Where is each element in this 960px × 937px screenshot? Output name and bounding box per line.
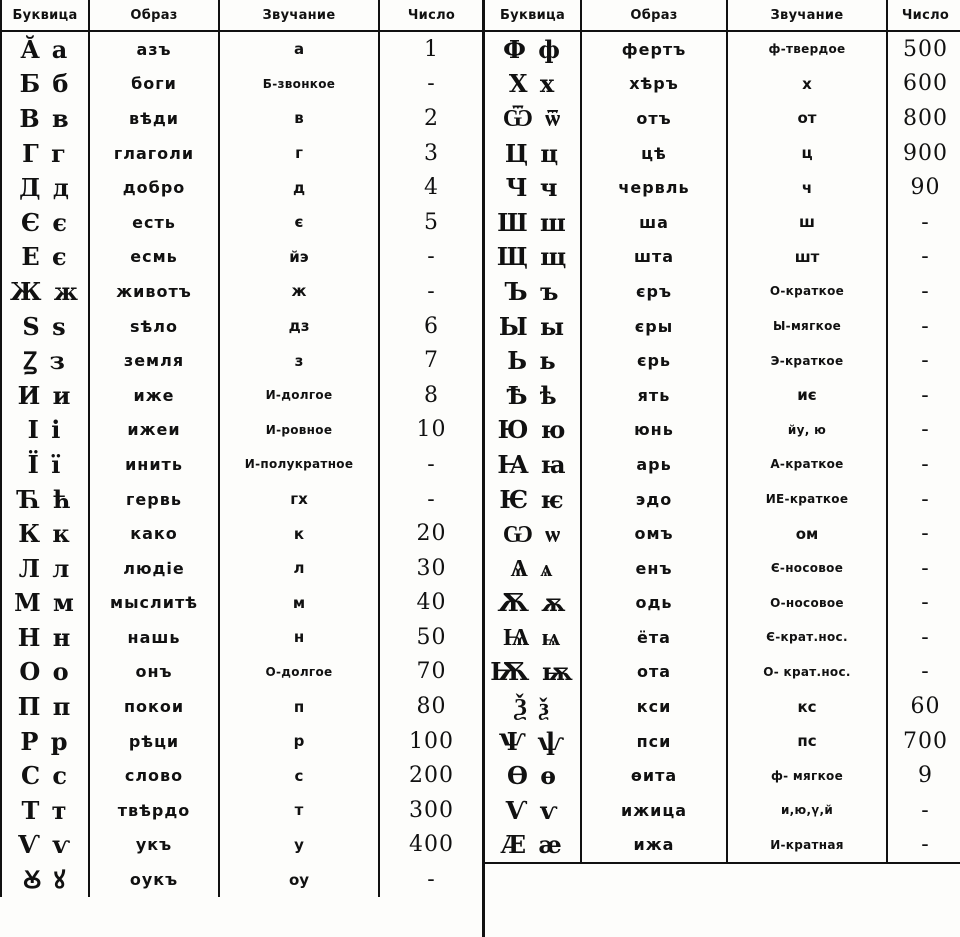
number-cell: 2 [424, 105, 439, 131]
number-cell: - [427, 451, 436, 477]
name-cell: енъ [581, 551, 727, 586]
name-cell: арь [581, 447, 727, 482]
sound-cell: ИЕ-краткое [727, 482, 887, 517]
name-cell: эдо [581, 482, 727, 517]
sound-cell: у [219, 828, 379, 863]
number-cell: 5 [424, 209, 439, 235]
number-cell: - [921, 244, 930, 270]
name-cell: твѣрдо [89, 793, 219, 828]
sound-cell: оу [219, 862, 379, 897]
sound-cell: є [219, 205, 379, 240]
letter-cell: Л л [1, 551, 89, 586]
sound-cell: ф-твердое [727, 31, 887, 67]
table-row [1, 793, 483, 828]
letter-cell: Ч ч [485, 170, 581, 205]
sound-cell: Ы-мягкое [727, 309, 887, 344]
header-number: Число [887, 0, 960, 31]
table-row [1, 240, 483, 275]
name-cell: цѣ [581, 136, 727, 171]
letter-cell: Ѩ ѩ [485, 620, 581, 655]
number-cell: 8 [424, 382, 439, 408]
number-cell: - [921, 521, 930, 547]
sound-cell: ч [727, 170, 887, 205]
name-cell: фертъ [581, 31, 727, 67]
letter-cell: Е є [1, 240, 89, 275]
header-number: Число [379, 0, 483, 31]
letter-cell: Т т [1, 793, 89, 828]
table-row [1, 205, 483, 240]
name-cell: омъ [581, 516, 727, 551]
header-sound: Звучание [727, 0, 887, 31]
right-column [482, 0, 960, 937]
letter-cell: Н н [1, 620, 89, 655]
name-cell: азъ [89, 31, 219, 67]
table-row [485, 655, 960, 690]
table-row [1, 828, 483, 863]
sound-cell: О-краткое [727, 274, 887, 309]
table-row [1, 655, 483, 690]
name-cell: оукъ [89, 862, 219, 897]
name-cell: боги [89, 67, 219, 102]
letter-cell: Ѵ ѵ [1, 828, 89, 863]
sound-cell: И-кратная [727, 828, 887, 864]
number-cell: 800 [903, 105, 948, 131]
number-cell: 700 [903, 728, 948, 754]
number-cell: - [427, 867, 436, 893]
name-cell: ёта [581, 620, 727, 655]
table-row [1, 862, 483, 897]
number-cell: 4 [424, 175, 439, 201]
sound-cell: Є-носовое [727, 551, 887, 586]
sound-cell: х [727, 67, 887, 102]
name-cell: ѕѣло [89, 309, 219, 344]
number-cell: 60 [910, 694, 941, 720]
right-table-body [485, 31, 960, 863]
sound-cell: Б-звонкое [219, 67, 379, 102]
number-cell: - [921, 451, 930, 477]
sound-cell: Є-крат.нос. [727, 620, 887, 655]
sound-cell: м [219, 586, 379, 621]
letter-cell: С с [1, 758, 89, 793]
number-cell: - [427, 486, 436, 512]
letter-cell: Ѫ ѫ [485, 586, 581, 621]
name-cell: рѣци [89, 724, 219, 759]
table-row [485, 413, 960, 448]
name-cell: червль [581, 170, 727, 205]
table-row [485, 724, 960, 759]
number-cell: - [921, 555, 930, 581]
sound-cell: О- крат.нос. [727, 655, 887, 690]
number-cell: - [921, 659, 930, 685]
table-row [1, 516, 483, 551]
letter-cell: Ѣ ѣ [485, 378, 581, 413]
letter-cell: Ф ф [485, 31, 581, 67]
name-cell: гервь [89, 482, 219, 517]
letter-cell: Ћ ћ [1, 482, 89, 517]
number-cell: - [921, 278, 930, 304]
name-cell: єръ [581, 274, 727, 309]
number-cell: - [921, 486, 930, 512]
letter-cell: Ѥ ѥ [485, 482, 581, 517]
header-letter: Буквица [1, 0, 89, 31]
number-cell: 500 [903, 36, 948, 62]
sound-cell: йэ [219, 240, 379, 275]
table-row [485, 516, 960, 551]
name-cell: пси [581, 724, 727, 759]
number-cell: - [921, 382, 930, 408]
table-row [1, 586, 483, 621]
sound-cell: кс [727, 689, 887, 724]
letter-cell: Б б [1, 67, 89, 102]
letter-cell: И и [1, 378, 89, 413]
left-table-body [1, 31, 483, 897]
number-cell: - [921, 624, 930, 650]
sound-cell: т [219, 793, 379, 828]
sound-cell: И-долгое [219, 378, 379, 413]
name-cell: укъ [89, 828, 219, 863]
table-row [1, 31, 483, 67]
number-cell: 600 [903, 71, 948, 97]
number-cell: - [427, 71, 436, 97]
number-cell: - [921, 797, 930, 823]
table-row [1, 724, 483, 759]
name-cell: мыслитѣ [89, 586, 219, 621]
number-cell: - [921, 209, 930, 235]
table-header-row [485, 0, 960, 31]
name-cell: иже [89, 378, 219, 413]
letter-cell: Щ щ [485, 240, 581, 275]
letter-cell: Ѵ ѵ [485, 793, 581, 828]
table-row [1, 689, 483, 724]
sound-cell: ш [727, 205, 887, 240]
name-cell: есть [89, 205, 219, 240]
table-row [485, 31, 960, 67]
name-cell: вѣди [89, 101, 219, 136]
sound-cell: О-носовое [727, 586, 887, 621]
name-cell: добро [89, 170, 219, 205]
number-cell: 90 [910, 175, 941, 201]
letter-cell: П п [1, 689, 89, 724]
letter-cell: Æ æ [485, 828, 581, 864]
table-row [1, 551, 483, 586]
sound-cell: ц [727, 136, 887, 171]
alphabet-table-left [0, 0, 483, 897]
table-row [485, 551, 960, 586]
number-cell: 20 [416, 521, 447, 547]
table-row [1, 67, 483, 102]
letter-cell: Ъ ъ [485, 274, 581, 309]
letter-cell: Ă a [1, 31, 89, 67]
sound-cell: ф- мягкое [727, 758, 887, 793]
name-cell: нашь [89, 620, 219, 655]
letter-cell: Ѿ ѿ [485, 101, 581, 136]
sound-cell: п [219, 689, 379, 724]
letter-cell: Ь ь [485, 343, 581, 378]
letter-cell: І і [1, 413, 89, 448]
table-row [1, 378, 483, 413]
name-cell: есмь [89, 240, 219, 275]
table-row [1, 101, 483, 136]
name-cell: людіе [89, 551, 219, 586]
name-cell: шта [581, 240, 727, 275]
table-row [1, 447, 483, 482]
letter-cell: Ы ы [485, 309, 581, 344]
name-cell: слово [89, 758, 219, 793]
letter-cell: Ї ї [1, 447, 89, 482]
table-row [1, 482, 483, 517]
name-cell: онъ [89, 655, 219, 690]
number-cell: - [427, 244, 436, 270]
name-cell: како [89, 516, 219, 551]
sound-cell: Э-краткое [727, 343, 887, 378]
letter-cell: Є є [1, 205, 89, 240]
number-cell: - [921, 348, 930, 374]
number-cell: 200 [409, 763, 454, 789]
letter-cell: Ш ш [485, 205, 581, 240]
letter-cell: Ю ю [485, 413, 581, 448]
table-row [485, 205, 960, 240]
name-cell: ижа [581, 828, 727, 864]
sound-cell: гх [219, 482, 379, 517]
number-cell: 7 [424, 348, 439, 374]
sound-cell: йу, ю [727, 413, 887, 448]
sound-cell: в [219, 101, 379, 136]
table-row [485, 240, 960, 275]
sound-cell: з [219, 343, 379, 378]
number-cell: - [427, 278, 436, 304]
table-row [485, 67, 960, 102]
header-name: Образ [581, 0, 727, 31]
letter-cell: Ѕ ѕ [1, 309, 89, 344]
number-cell: 300 [409, 797, 454, 823]
number-cell: 40 [416, 590, 447, 616]
letter-cell: В в [1, 101, 89, 136]
number-cell: 900 [903, 140, 948, 166]
sound-cell: р [219, 724, 379, 759]
table-row [1, 620, 483, 655]
name-cell: инить [89, 447, 219, 482]
letter-cell: Д д [1, 170, 89, 205]
table-row [485, 447, 960, 482]
number-cell: 1 [424, 36, 439, 62]
name-cell: животъ [89, 274, 219, 309]
header-name: Образ [89, 0, 219, 31]
sound-cell: г [219, 136, 379, 171]
name-cell: земля [89, 343, 219, 378]
letter-cell: Ж ж [1, 274, 89, 309]
sound-cell: ом [727, 516, 887, 551]
name-cell: покои [89, 689, 219, 724]
alphabet-table-right [485, 0, 960, 864]
name-cell: ота [581, 655, 727, 690]
number-cell: 80 [416, 694, 447, 720]
sound-cell: л [219, 551, 379, 586]
table-row [485, 586, 960, 621]
table-row [1, 170, 483, 205]
name-cell: єры [581, 309, 727, 344]
name-cell: ѳита [581, 758, 727, 793]
sound-cell: от [727, 101, 887, 136]
name-cell: глаголи [89, 136, 219, 171]
letter-cell: Ꙁ з [1, 343, 89, 378]
sound-cell: А-краткое [727, 447, 887, 482]
name-cell: хѣръ [581, 67, 727, 102]
table-row [485, 793, 960, 828]
table-row [485, 309, 960, 344]
sound-cell: и,ю,ү,й [727, 793, 887, 828]
sound-cell: дз [219, 309, 379, 344]
name-cell: юнь [581, 413, 727, 448]
name-cell: ять [581, 378, 727, 413]
table-row [1, 136, 483, 171]
header-sound: Звучание [219, 0, 379, 31]
sound-cell: И-полукратное [219, 447, 379, 482]
name-cell: ижеи [89, 413, 219, 448]
number-cell: - [921, 590, 930, 616]
name-cell: одь [581, 586, 727, 621]
sound-cell: н [219, 620, 379, 655]
number-cell: 3 [424, 140, 439, 166]
table-header-row [1, 0, 483, 31]
sound-cell: ж [219, 274, 379, 309]
table-row [485, 170, 960, 205]
sound-cell: а [219, 31, 379, 67]
table-row [485, 136, 960, 171]
letter-cell: Р р [1, 724, 89, 759]
letter-cell: Ц ц [485, 136, 581, 171]
sound-cell: д [219, 170, 379, 205]
table-row [1, 413, 483, 448]
table-row [485, 274, 960, 309]
number-cell: - [921, 313, 930, 339]
name-cell: ижица [581, 793, 727, 828]
number-cell: - [887, 828, 960, 864]
name-cell: єрь [581, 343, 727, 378]
number-cell: 6 [424, 313, 439, 339]
sound-cell: с [219, 758, 379, 793]
sound-cell: шт [727, 240, 887, 275]
letter-cell: Ꙋ ꙋ [1, 862, 89, 897]
sound-cell: пс [727, 724, 887, 759]
table-row [485, 828, 960, 864]
number-cell: 70 [416, 659, 447, 685]
table-row [485, 343, 960, 378]
table-row [1, 758, 483, 793]
table-row [485, 758, 960, 793]
table-row [485, 482, 960, 517]
letter-cell: Ѱ ѱ [485, 724, 581, 759]
table-row [485, 620, 960, 655]
table-row [1, 343, 483, 378]
letter-cell: Х х [485, 67, 581, 102]
letter-cell: Ѡ ѡ [485, 516, 581, 551]
table-row [485, 378, 960, 413]
letter-cell: Ѯ ѯ [485, 689, 581, 724]
number-cell: 10 [416, 417, 447, 443]
letter-cell: Ѭ ѭ [485, 655, 581, 690]
sound-cell: иє [727, 378, 887, 413]
letter-cell: Г г [1, 136, 89, 171]
sound-cell: И-ровное [219, 413, 379, 448]
table-row [1, 274, 483, 309]
letter-cell: Ꙗ ꙗ [485, 447, 581, 482]
table-row [485, 101, 960, 136]
name-cell: ша [581, 205, 727, 240]
letter-cell: К к [1, 516, 89, 551]
number-cell: 100 [409, 728, 454, 754]
letter-cell: М м [1, 586, 89, 621]
table-row [1, 309, 483, 344]
name-cell: кси [581, 689, 727, 724]
name-cell: отъ [581, 101, 727, 136]
sound-cell: к [219, 516, 379, 551]
sound-cell: О-долгое [219, 655, 379, 690]
number-cell: 9 [918, 763, 933, 789]
number-cell: 400 [409, 832, 454, 858]
number-cell: 50 [416, 624, 447, 650]
letter-cell: Ѳ ѳ [485, 758, 581, 793]
letter-cell: О о [1, 655, 89, 690]
table-row [485, 689, 960, 724]
number-cell: - [921, 417, 930, 443]
header-letter: Буквица [485, 0, 581, 31]
letter-cell: Ѧ ѧ [485, 551, 581, 586]
number-cell: 30 [416, 555, 447, 581]
